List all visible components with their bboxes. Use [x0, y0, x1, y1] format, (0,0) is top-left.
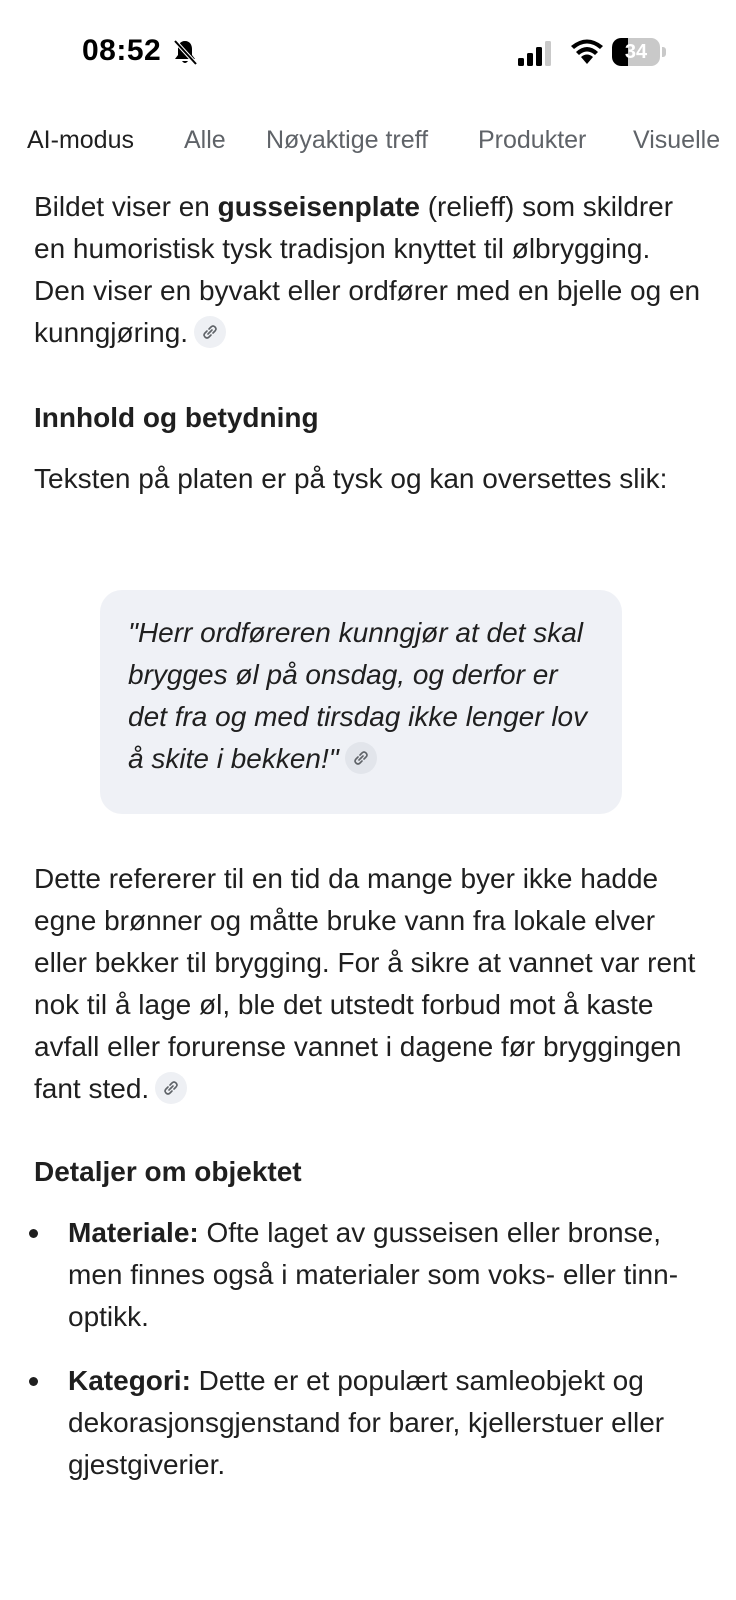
section-paragraph: Teksten på platen er på tysk og kan oversettes slik: [34, 463, 668, 494]
section-heading-details: Detaljer om objektet [34, 1156, 302, 1187]
tab-exact-matches[interactable]: Nøyaktige treff [266, 126, 429, 154]
bell-slash-icon [172, 38, 198, 66]
status-bar [0, 0, 736, 110]
tab-ai-mode[interactable]: AI-modus [27, 126, 134, 154]
source-link-icon[interactable] [194, 316, 226, 348]
cellular-signal-icon [518, 40, 554, 66]
status-time: 08:52 [82, 34, 162, 67]
list-item: Kategori: Dette er et populært samleobjekt og dekorasjonsgjenstand for barer, kjellerstuer eller gjestgiverier. [34, 1360, 704, 1486]
list-item: Materiale: Ofte laget av gusseisen eller bronse, men finnes også i materialer som voks- eller tinn-optikk. [34, 1212, 704, 1338]
source-link-icon[interactable] [345, 742, 377, 774]
tab-all[interactable]: Alle [184, 126, 226, 154]
tab-products[interactable]: Produkter [478, 126, 587, 154]
highlight-term: gusseisenplate [217, 191, 420, 222]
quote-block [100, 590, 622, 814]
tab-visual[interactable]: Visuelle [633, 126, 721, 154]
explanation-paragraph: Dette refererer til en tid da mange byer ikke hadde egne brønner og måtte bruke vann fra lokale elver eller bekker til brygging. For å sikre at vannet var rent nok til å lage øl, ble det utstedt forbud mot å kaste avfall eller forurense vannet i dagene før bryggingen fant sted. [34, 863, 696, 1104]
battery-level: 34 [624, 41, 648, 63]
intro-paragraph: Bildet viser en gusseisenplate (relieff) som skildrer en humoristisk tysk tradisjon knyttet til ølbrygging. Den viser en byvakt eller ordfører med en bjelle og en kunngjøring. [34, 191, 701, 348]
details-list [34, 1212, 704, 1486]
source-link-icon[interactable] [155, 1072, 187, 1104]
battery-icon [612, 38, 668, 66]
wifi-icon [570, 38, 604, 66]
section-heading-content: Innhold og betydning [34, 402, 319, 433]
quote-text: "Herr ordføreren kunngjør at det skal brygges øl på onsdag, og derfor er det fra og med tirsdag ikke lenger lov å skite i bekken!" [128, 617, 588, 774]
search-mode-tabs [0, 118, 736, 168]
ai-answer [34, 186, 704, 500]
answer-continued [34, 858, 704, 1486]
